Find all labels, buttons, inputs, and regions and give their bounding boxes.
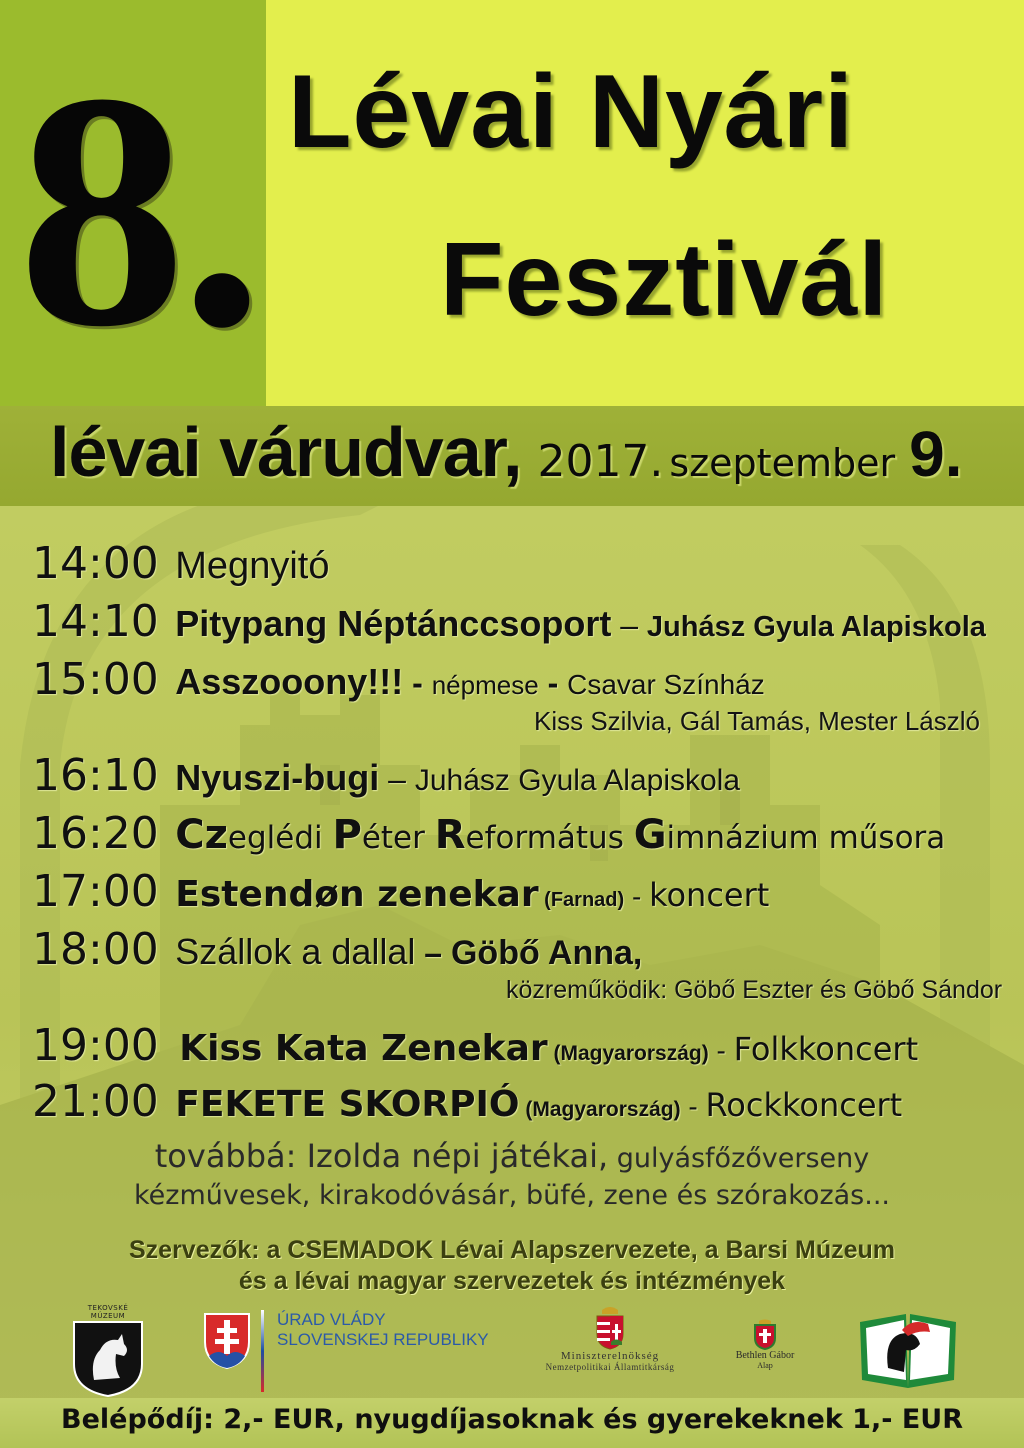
- program-genre: népmese: [431, 670, 539, 700]
- program-item: [32, 538, 329, 589]
- program-item: [32, 654, 765, 705]
- program-time: 21:00: [32, 1076, 159, 1127]
- program-separator: –: [379, 761, 415, 797]
- shield-griffin-icon: [70, 1320, 146, 1398]
- program-time: 18:00: [32, 924, 159, 975]
- bethlen-gabor-logo: [720, 1318, 810, 1388]
- csemadok-logo: [858, 1310, 958, 1390]
- organizers-line1: Szervezők: a CSEMADOK Lévai Alapszervezete, a Barsi Múzeum: [128, 1236, 895, 1264]
- program-title: FEKETE SKORPIÓ: [175, 1084, 520, 1125]
- program-separator: -: [538, 665, 568, 701]
- program-origin: (Farnad): [538, 889, 625, 911]
- program-title: Megnyitó: [175, 545, 330, 587]
- program-time: 16:10: [32, 750, 159, 801]
- gov-line1: ÚRAD VLÁDY: [277, 1310, 386, 1329]
- gov-office-logo-text: [277, 1310, 489, 1350]
- program-item: [32, 596, 986, 647]
- program-note: közreműködik: Göbő Eszter és Göbő Sándor: [506, 976, 1003, 1004]
- program-time: 16:20: [32, 808, 159, 859]
- gov-line2: SLOVENSKEJ REPUBLIKY: [277, 1330, 489, 1349]
- extras-line2: kézművesek, kirakodóvásár, büfé, zene és szórakozás...: [134, 1180, 890, 1211]
- program-separator: -: [708, 1035, 734, 1066]
- program-title: Nyuszi-bugi: [175, 757, 380, 798]
- ministry-line1: Miniszterelnökség: [560, 1350, 660, 1362]
- word-rest: éter: [361, 820, 435, 856]
- bethlen-line2: Alap: [757, 1361, 773, 1370]
- program-performer: Folkkoncert: [733, 1030, 919, 1068]
- festival-edition-number: 8.: [18, 24, 258, 396]
- program-title: Pitypang Néptánccsoport: [175, 603, 612, 644]
- program-performer: Juhász Gyula Alapiskola: [646, 611, 986, 643]
- sponsor-logos: [0, 1300, 1024, 1396]
- program-origin: (Magyarország): [519, 1098, 681, 1121]
- date-venue-line: [50, 412, 962, 492]
- ministry-line2: Nemzetpolitikai Államtitkárság: [545, 1362, 675, 1372]
- year: 2017.: [537, 436, 664, 487]
- program-separator: -: [403, 665, 432, 701]
- program-time: 17:00: [32, 866, 159, 917]
- program-title: Estendøn zenekar: [175, 874, 539, 915]
- program-time: 15:00: [32, 654, 159, 705]
- extras-games: továbbá: Izolda népi játékai,: [154, 1137, 609, 1175]
- program-performer: Göbő Anna,: [450, 934, 643, 972]
- gov-divider: [261, 1310, 264, 1392]
- program-title: Kiss Kata Zenekar: [179, 1028, 548, 1069]
- ministry-logo: [520, 1304, 700, 1394]
- program-performer: Juhász Gyula Alapiskola: [414, 764, 741, 797]
- festival-title-line1: Lévai Nyári: [288, 54, 854, 170]
- museum-logo-label: TEKOVSKÉ MÚZEUM: [87, 1304, 129, 1320]
- program-item: [32, 924, 642, 975]
- initial-letter: Cz: [175, 812, 228, 858]
- program-separator: -: [624, 881, 650, 912]
- program-item: [32, 1076, 902, 1127]
- program-time: 14:10: [32, 596, 159, 647]
- theatre-book-icon: [858, 1310, 958, 1390]
- word-rest: eformátus: [465, 820, 634, 856]
- bethlen-shield-icon: [753, 1318, 777, 1350]
- program-title-cpr: [175, 812, 946, 858]
- hungarian-coat-of-arms-icon: [594, 1304, 626, 1350]
- program-note: Kiss Szilvia, Gál Tamás, Mester László: [534, 706, 980, 736]
- festival-title-line2: Fesztivál: [440, 222, 889, 338]
- word-rest: imnázium műsora: [666, 820, 946, 856]
- program-performer: koncert: [649, 876, 770, 914]
- program-performer: Rockkoncert: [705, 1086, 903, 1124]
- entry-fee-text: Belépődíj: 2,- EUR, nyugdíjasoknak és gyerekeknek 1,- EUR: [61, 1404, 963, 1435]
- slovak-coat-of-arms-logo: [203, 1312, 251, 1370]
- initial-letter: R: [434, 812, 466, 858]
- program-separator: -: [680, 1091, 706, 1122]
- museum-logo: [70, 1304, 146, 1392]
- program-origin: (Magyarország): [547, 1042, 709, 1065]
- program-item: [32, 1020, 918, 1071]
- program-item: [32, 866, 769, 917]
- initial-letter: G: [633, 812, 667, 858]
- program-time: 14:00: [32, 538, 159, 589]
- extras-goulash: gulyásfőzőverseny: [608, 1143, 870, 1174]
- initial-letter: P: [332, 812, 362, 858]
- program-title: Asszooony!!!: [175, 661, 404, 702]
- organizers-line2: és a lévai magyar szervezetek és intézmények: [238, 1267, 786, 1295]
- program-item: [32, 808, 945, 859]
- slovak-shield-icon: [203, 1312, 251, 1370]
- day: 9.: [909, 418, 963, 490]
- bethlen-line1: Bethlen Gábor: [735, 1350, 795, 1361]
- program-separator: –: [611, 607, 647, 643]
- extras-line1: [0, 1137, 1024, 1175]
- program-performer: Csavar Színház: [567, 669, 765, 700]
- program-time: 19:00: [32, 1020, 159, 1071]
- month: szeptember: [669, 441, 896, 485]
- program-item: [32, 750, 740, 801]
- program-title: Szállok a dallal: [175, 931, 416, 972]
- word-rest: eglédi: [227, 820, 333, 856]
- venue: lévai várudvar,: [50, 413, 522, 491]
- program-separator: –: [415, 935, 451, 971]
